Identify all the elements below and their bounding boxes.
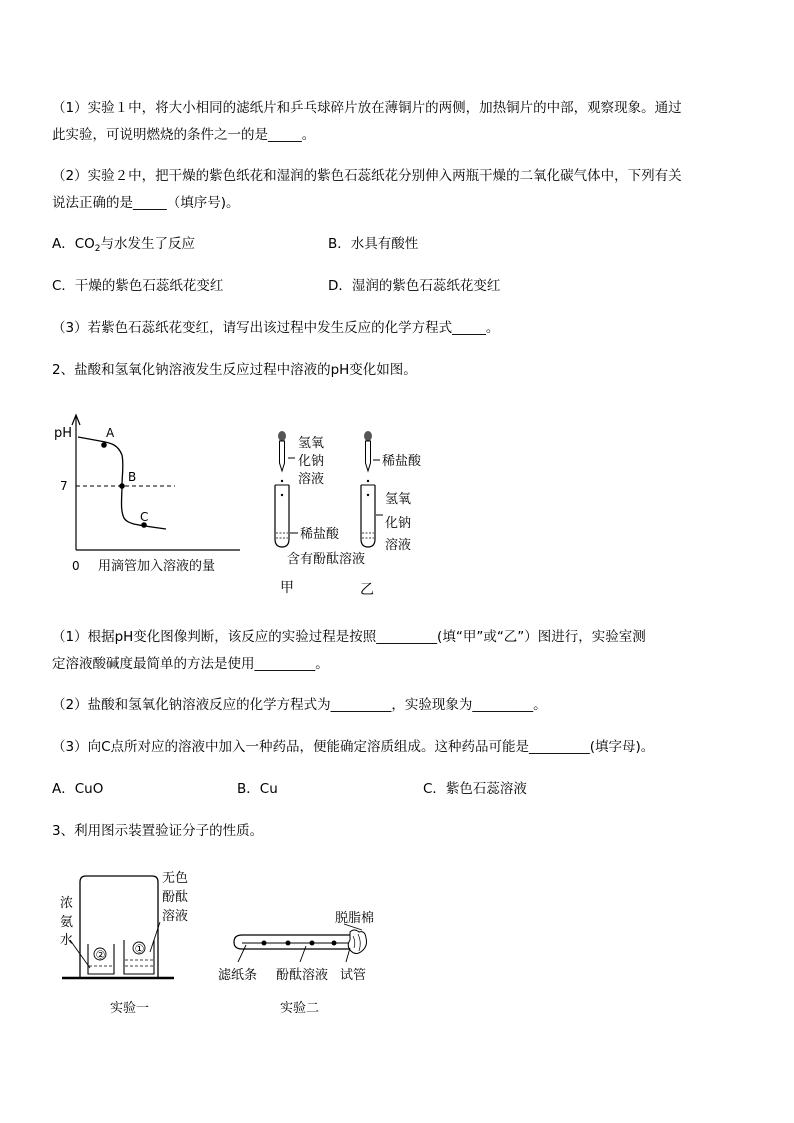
- q2-part3: （3）向C点所对应的溶液中加入一种药品，便能确定溶质组成。这种药品可能是_________(填字母)。: [52, 739, 655, 755]
- point-b-label: B: [128, 470, 137, 484]
- colorless-phenol-label-1: 无色: [162, 871, 189, 886]
- filter-strip-label: 滤纸条: [218, 968, 258, 983]
- colorless-phenol-label-2: 酚酞: [162, 890, 189, 905]
- yi-drop-2: [367, 494, 369, 496]
- q3-title: 3、利用图示装置验证分子的性质。: [52, 823, 264, 839]
- apparatus-yi: [360, 431, 422, 598]
- cotton-label: 脱脂棉: [335, 911, 375, 926]
- q1-part3: （3）若紫色石蕊纸花变红，请写出该过程中发生反应的化学方程式_____。: [52, 320, 500, 336]
- x-axis-label: 用滴管加入溶液的量: [98, 559, 216, 574]
- q1-part1-line2: 此实验，可说明燃烧的条件之一的是_____。: [52, 127, 316, 143]
- jia-drop-2: [281, 494, 283, 496]
- yi-dropper-label: 稀盐酸: [382, 454, 422, 469]
- apparatus-jia: [275, 431, 365, 596]
- yi-tube-label-3: 溶液: [385, 538, 412, 553]
- jia-label: 甲: [280, 580, 294, 596]
- jia-drop-1: [281, 480, 283, 482]
- q1-option-c: C．干燥的紫色石蕊纸花变红: [52, 278, 224, 294]
- q2-option-a: A．CuO: [52, 781, 104, 797]
- jia-dropper-bulb: [278, 431, 286, 441]
- experiment-2: [218, 910, 374, 1016]
- q1-option-a-sub: 2: [94, 244, 101, 254]
- point-a-label: A: [106, 426, 115, 440]
- bell-jar: [80, 876, 158, 978]
- filter-leader: [238, 945, 246, 962]
- q1-option-a-post: 与水发生了反应: [100, 236, 196, 252]
- experiment-1: [60, 871, 188, 1016]
- colorless-phenol-label-3: 溶液: [162, 909, 189, 924]
- conc-ammonia-label-1: 浓: [60, 896, 74, 911]
- jia-dropper-tube: [280, 441, 285, 471]
- q2-part2: （2）盐酸和氢氧化钠溶液反应的化学方程式为_________，实验现象为_________。: [52, 697, 547, 713]
- q1-part2-line1: （2）实验２中，把干燥的紫色纸花和湿润的紫色石蕊纸花分别伸入两瓶干燥的二氧化碳气体中，下列有关: [52, 168, 682, 184]
- origin-label: 0: [72, 559, 80, 573]
- phenol-drop-4: [332, 941, 337, 946]
- q1-option-a: [52, 234, 195, 259]
- conc-ammonia-label-2: 氨: [60, 915, 74, 930]
- beaker-2-label: ②: [95, 948, 106, 962]
- phenol-drop-1: [262, 941, 267, 946]
- q2-figure: [40, 405, 460, 605]
- yi-dropper-tube: [366, 441, 371, 471]
- point-c-label: C: [140, 510, 149, 524]
- jia-dropper-label-3: 溶液: [298, 472, 325, 487]
- q2-part1-line1: （1）根据pH变化图像判断，该反应的实验过程是按照_________(填“甲”或“乙”）图进行，实验室测: [52, 629, 646, 645]
- phenol-drop-3: [310, 941, 315, 946]
- q2-option-b: B．Cu: [237, 781, 278, 797]
- yi-label: 乙: [360, 582, 374, 598]
- phenol-drop-2: [286, 941, 291, 946]
- test-tube-label: 试管: [340, 968, 367, 983]
- experiment-1-caption: 实验一: [110, 1001, 150, 1016]
- jia-tube-label: 稀盐酸: [300, 527, 340, 542]
- q2-part1-line2: 定溶液酸碱度最简单的方法是使用_________。: [52, 656, 329, 672]
- ph-graph: [54, 415, 240, 574]
- phenol-solution-label: 酚酞溶液: [276, 968, 329, 983]
- yi-tube-label-1: 氢氧: [385, 492, 412, 507]
- point-b-dot: [119, 483, 125, 489]
- ph7-label: 7: [60, 479, 68, 493]
- ph-curve: [78, 437, 166, 529]
- q1-part1-line1: （1）实验１中，将大小相同的滤纸片和乒乓球碎片放在薄铜片的两侧，加热铜片的中部，观察现象。通过: [52, 100, 682, 116]
- ph-axis-label: pH: [54, 426, 73, 441]
- yi-tube-label-2: 化钠: [385, 516, 412, 531]
- tube-leader: [346, 948, 350, 962]
- q1-option-b: B．水具有酸性: [328, 236, 419, 252]
- experiment-2-caption: 实验二: [280, 1001, 320, 1016]
- q1-option-a-pre: A．CO: [52, 236, 95, 252]
- q2-title: 2、盐酸和氢氧化钠溶液发生反应过程中溶液的pH变化如图。: [52, 362, 417, 378]
- q1-option-d: D．湿润的紫色石蕊纸花变红: [328, 278, 501, 294]
- point-a-dot: [101, 442, 107, 448]
- jia-dropper-label-2: 化钠: [298, 454, 325, 469]
- conc-ammonia-label-3: 水: [60, 933, 74, 948]
- phenolphthalein-label: 含有酚酞溶液: [287, 552, 366, 567]
- jia-dropper-label-1: 氢氧: [298, 436, 325, 451]
- q3-figure: [50, 862, 410, 1022]
- yi-drop-1: [367, 480, 369, 482]
- yi-dropper-bulb: [364, 431, 372, 441]
- beaker-1-label: ①: [134, 942, 145, 956]
- q2-option-c: C．紫色石蕊溶液: [423, 781, 527, 797]
- q1-part2-line2: 说法正确的是_____（填序号)。: [52, 195, 240, 211]
- cotton-wool: [348, 930, 366, 954]
